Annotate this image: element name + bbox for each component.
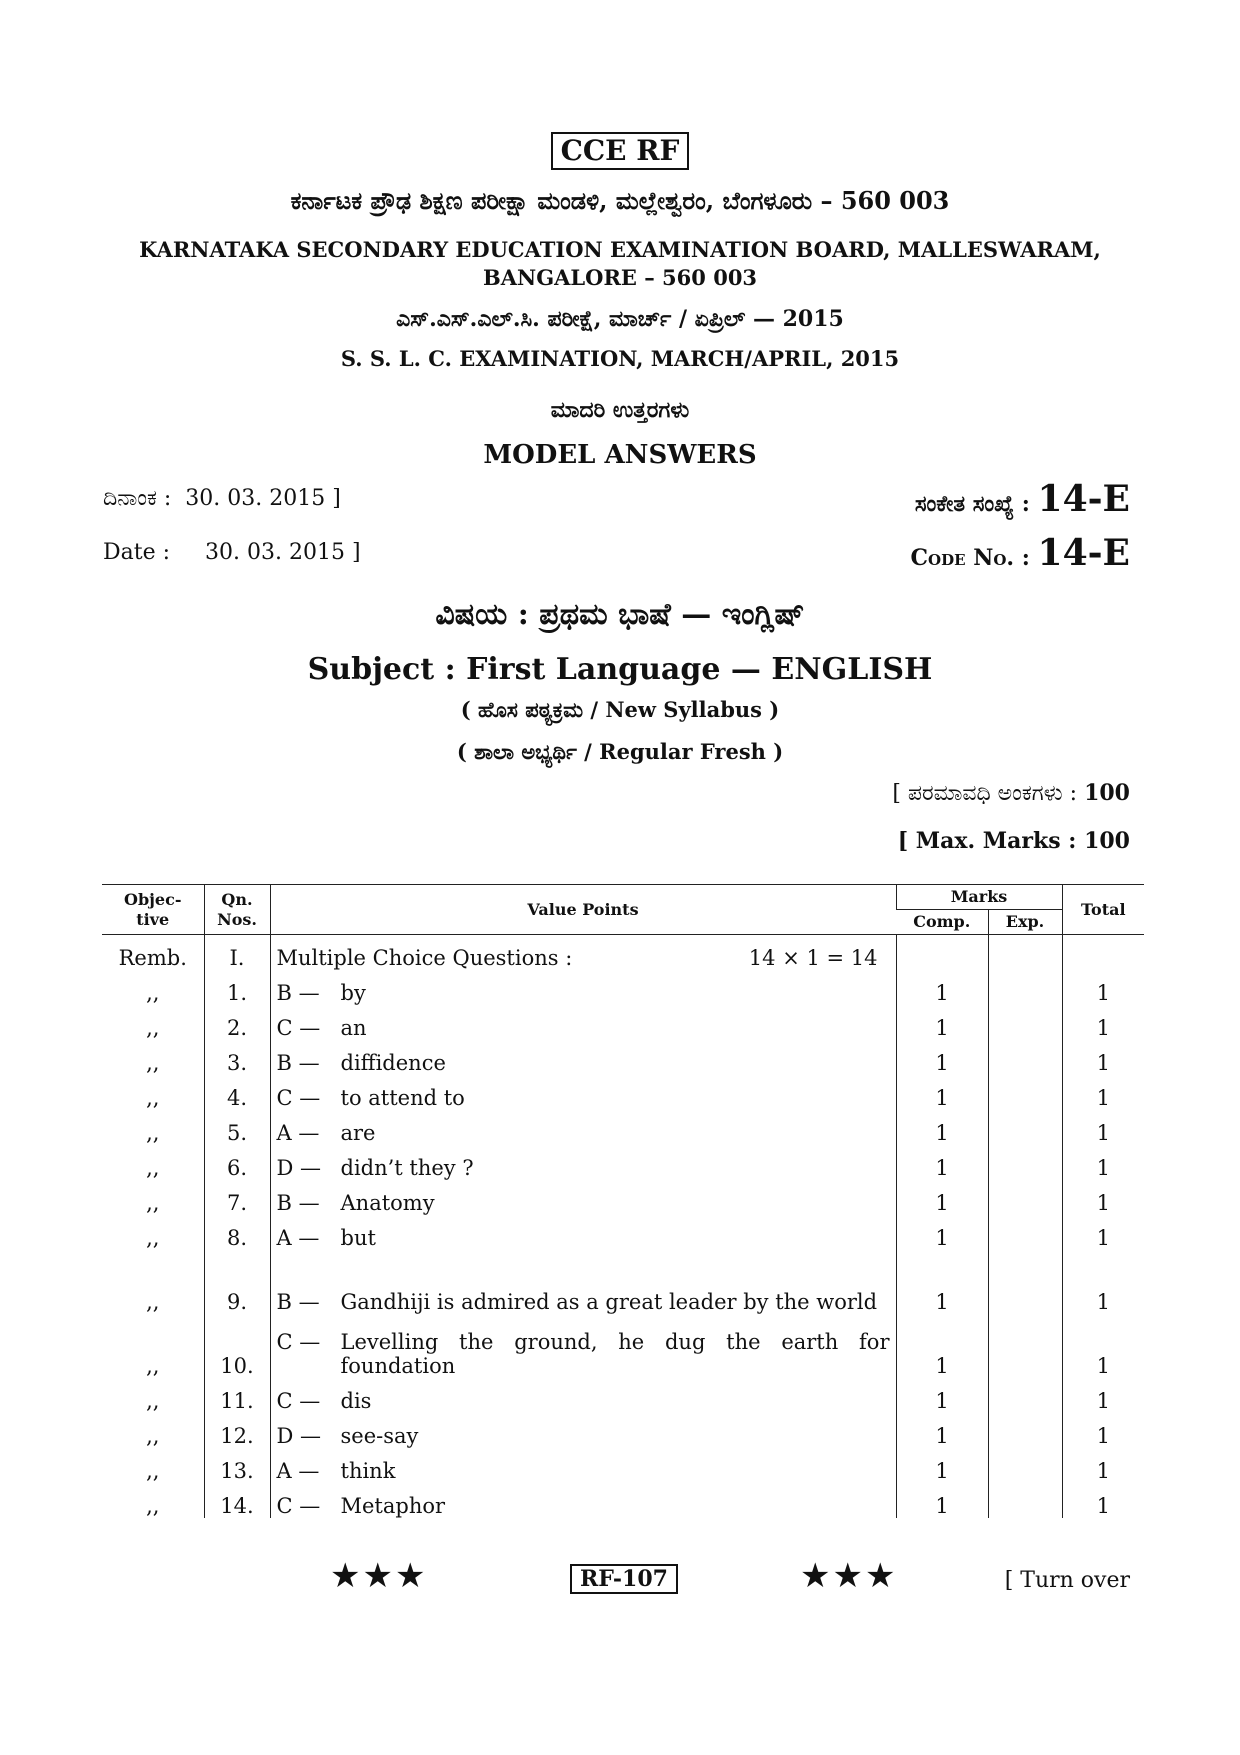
row-answer: by (340, 981, 366, 1005)
table-row (102, 1145, 1144, 1180)
date-kannada-value: 30. 03. 2015 ] (185, 486, 341, 511)
row-answer: Gandhiji is admired as a great leader by the world (340, 1290, 878, 1314)
row-objective: ,, (146, 1226, 160, 1250)
subject-kannada: ವಿಷಯ : ಪ್ರಥಮ ಭಾಷೆ — ಇಂಗ್ಲಿಷ್ (435, 597, 805, 632)
table-row (102, 1110, 1144, 1145)
date-kannada-label: ದಿನಾಂಕ : (103, 486, 172, 511)
max-marks-kannada-value: 100 (1084, 780, 1130, 806)
row-value-point (270, 1215, 896, 1250)
syllabus-note: ( ಹೊಸ ಪಠ್ಯಕ್ರಮ / New Syllabus ) (460, 697, 780, 722)
row-objective: ,, (146, 1086, 160, 1110)
row-option: C — (276, 1330, 321, 1354)
row-answer: dis (340, 1389, 372, 1413)
row-question-number: 11. (204, 1378, 270, 1413)
row-question-number: 10. (204, 1314, 270, 1378)
header-exp: Exp. (988, 910, 1062, 935)
table-row (102, 1314, 1144, 1378)
row-answer: Levelling the ground, he dug the earth for foundation (340, 1330, 890, 1378)
code-label: Code No. : (910, 545, 1030, 571)
exam-title-english: S. S. L. C. EXAMINATION, MARCH/APRIL, 2015 (340, 346, 900, 371)
row-total-marks: 1 (1062, 1110, 1144, 1145)
table-row (102, 1040, 1144, 1075)
row-objective: ,, (146, 1156, 160, 1180)
row-option: B — (276, 1191, 320, 1215)
row-value-point (270, 1483, 896, 1518)
table-row (102, 1378, 1144, 1413)
row-objective: ,, (146, 1459, 160, 1483)
row-total-marks: 1 (1062, 1075, 1144, 1110)
row-exp-marks (988, 1250, 1062, 1314)
row-exp-marks (988, 1215, 1062, 1250)
row-question-number: 14. (204, 1483, 270, 1518)
row-comp-marks: 1 (896, 1075, 988, 1110)
section-formula: 14 × 1 = 14 (748, 946, 878, 970)
row-objective: ,, (146, 981, 160, 1005)
date-value: 30. 03. 2015 ] (205, 540, 361, 565)
table-row (102, 1180, 1144, 1215)
row-exp-marks (988, 1110, 1062, 1145)
page-code: RF-107 (570, 1564, 678, 1594)
row-value-point (270, 1005, 896, 1040)
row-value-point (270, 1448, 896, 1483)
board-line-2: BANGALORE – 560 003 (482, 265, 758, 290)
row-exp-marks (988, 1378, 1062, 1413)
code-kannada-value: 14-E (1037, 478, 1130, 520)
row-exp-marks (988, 1075, 1062, 1110)
row-exp-marks (988, 970, 1062, 1005)
row-exp-marks (988, 1413, 1062, 1448)
table-row (102, 1250, 1144, 1314)
row-answer: an (340, 1016, 367, 1040)
row-value-point (270, 970, 896, 1005)
row-objective: ,, (146, 1354, 160, 1378)
row-total-marks: 1 (1062, 1483, 1144, 1518)
stars-left: ★★★ (330, 1556, 428, 1596)
table-row (102, 970, 1144, 1005)
row-value-point (270, 1040, 896, 1075)
row-exp-marks (988, 1040, 1062, 1075)
candidate-type: ( ಶಾಲಾ ಅಭ್ಯರ್ಥಿ / Regular Fresh ) (456, 739, 784, 764)
answer-table (102, 884, 1144, 1518)
max-marks-kannada-label: [ ಪರಮಾವಧಿ ಅಂಕಗಳು : (892, 781, 1078, 806)
board-name-english (0, 236, 1240, 292)
section-objective: Remb. (118, 946, 187, 970)
header-value-points: Value Points (270, 885, 896, 935)
row-exp-marks (988, 1180, 1062, 1215)
row-option: D — (276, 1156, 322, 1180)
turn-over-note: [ Turn over (1004, 1568, 1130, 1593)
exam-title-kannada: ಎಸ್.ಎಸ್.ಎಲ್.ಸಿ. ಪರೀಕ್ಷೆ, ಮಾರ್ಚ್ / ಏಪ್ರಿಲ್ — 2015 (396, 306, 844, 332)
row-value-point (270, 1250, 896, 1314)
row-option: D — (276, 1424, 322, 1448)
model-answers-kannada: ಮಾದರಿ ಉತ್ತರಗಳು (550, 397, 690, 423)
max-marks-english: [ Max. Marks : 100 (897, 828, 1130, 854)
row-answer: see-say (340, 1424, 419, 1448)
section-row (102, 935, 1144, 971)
row-comp-marks: 1 (896, 1413, 988, 1448)
row-comp-marks: 1 (896, 1378, 988, 1413)
row-objective: ,, (146, 1290, 160, 1314)
row-comp-marks: 1 (896, 1483, 988, 1518)
row-objective: ,, (146, 1494, 160, 1518)
table-row (102, 1448, 1144, 1483)
row-comp-marks: 1 (896, 1215, 988, 1250)
table-row (102, 1413, 1144, 1448)
row-answer: but (340, 1226, 376, 1250)
section-title: Multiple Choice Questions : (276, 946, 573, 970)
date-label: Date : (103, 540, 171, 565)
row-objective: ,, (146, 1389, 160, 1413)
row-option: B — (276, 981, 320, 1005)
table-row (102, 1215, 1144, 1250)
row-value-point (270, 1314, 896, 1378)
row-exp-marks (988, 1145, 1062, 1180)
row-answer: Anatomy (340, 1191, 435, 1215)
row-exp-marks (988, 1005, 1062, 1040)
row-question-number: 9. (204, 1250, 270, 1314)
header-qn: Qn. Nos. (204, 885, 270, 935)
model-answers-heading: MODEL ANSWERS (483, 440, 757, 470)
row-answer: didn’t they ? (340, 1156, 474, 1180)
header-marks: Marks (896, 885, 1062, 910)
row-total-marks: 1 (1062, 1005, 1144, 1040)
row-exp-marks (988, 1483, 1062, 1518)
cce-rf-badge (0, 132, 1240, 170)
row-total-marks: 1 (1062, 1215, 1144, 1250)
row-comp-marks: 1 (896, 1314, 988, 1378)
code-kannada-label: ಸಂಕೇತ ಸಂಖ್ಯೆ : (914, 491, 1030, 517)
row-comp-marks: 1 (896, 1250, 988, 1314)
row-objective: ,, (146, 1191, 160, 1215)
row-question-number: 7. (204, 1180, 270, 1215)
row-value-point (270, 1145, 896, 1180)
row-comp-marks: 1 (896, 1180, 988, 1215)
row-question-number: 13. (204, 1448, 270, 1483)
subject-english: Subject : First Language — ENGLISH (307, 652, 933, 687)
row-answer: Metaphor (340, 1494, 446, 1518)
board-line-1: KARNATAKA SECONDARY EDUCATION EXAMINATION BOARD, MALLESWARAM, (139, 237, 1101, 262)
table-row (102, 1483, 1144, 1518)
page-footer (0, 1556, 1240, 1602)
row-comp-marks: 1 (896, 1448, 988, 1483)
row-answer: are (340, 1121, 376, 1145)
board-name-kannada: ಕರ್ನಾಟಕ ಪ್ರೌಢ ಶಿಕ್ಷಣ ಪರೀಕ್ಷಾ ಮಂಡಳಿ, ಮಲ್ಲೇಶ್ವರಂ, ಬೆಂಗಳೂರು – 560 003 (290, 186, 950, 215)
code-english (911, 532, 1130, 574)
row-total-marks: 1 (1062, 1180, 1144, 1215)
row-exp-marks (988, 1448, 1062, 1483)
table-row (102, 1005, 1144, 1040)
header-comp: Comp. (896, 910, 988, 935)
row-option: C — (276, 1389, 321, 1413)
row-answer: think (340, 1459, 396, 1483)
row-total-marks: 1 (1062, 970, 1144, 1005)
row-question-number: 2. (204, 1005, 270, 1040)
row-comp-marks: 1 (896, 1145, 988, 1180)
row-objective: ,, (146, 1051, 160, 1075)
row-total-marks: 1 (1062, 1145, 1144, 1180)
row-comp-marks: 1 (896, 1040, 988, 1075)
row-value-point (270, 1413, 896, 1448)
row-option: C — (276, 1016, 321, 1040)
row-comp-marks: 1 (896, 1005, 988, 1040)
row-value-point (270, 1075, 896, 1110)
badge-label: CCE RF (551, 132, 690, 170)
row-option: C — (276, 1086, 321, 1110)
row-question-number: 12. (204, 1413, 270, 1448)
section-qn: I. (204, 935, 270, 971)
row-question-number: 6. (204, 1145, 270, 1180)
row-value-point (270, 1180, 896, 1215)
date-english (103, 540, 361, 565)
row-exp-marks (988, 1314, 1062, 1378)
row-option: A — (276, 1459, 320, 1483)
row-value-point (270, 1378, 896, 1413)
row-objective: ,, (146, 1121, 160, 1145)
row-total-marks: 1 (1062, 1040, 1144, 1075)
row-total-marks: 1 (1062, 1314, 1144, 1378)
date-kannada (103, 486, 341, 511)
stars-right: ★★★ (800, 1556, 898, 1596)
max-marks-kannada (892, 780, 1130, 806)
row-answer: to attend to (340, 1086, 465, 1110)
row-total-marks: 1 (1062, 1250, 1144, 1314)
row-option: B — (276, 1051, 320, 1075)
row-total-marks: 1 (1062, 1413, 1144, 1448)
row-option: B — (276, 1290, 320, 1314)
row-question-number: 1. (204, 970, 270, 1005)
row-objective: ,, (146, 1016, 160, 1040)
code-kannada (915, 478, 1130, 520)
row-question-number: 8. (204, 1215, 270, 1250)
section-title-cell (270, 935, 896, 971)
row-question-number: 3. (204, 1040, 270, 1075)
row-total-marks: 1 (1062, 1448, 1144, 1483)
row-answer: diffidence (340, 1051, 446, 1075)
row-comp-marks: 1 (896, 1110, 988, 1145)
code-value: 14-E (1037, 532, 1130, 574)
header-total: Total (1062, 885, 1144, 935)
row-comp-marks: 1 (896, 970, 988, 1005)
table-row (102, 1075, 1144, 1110)
row-question-number: 4. (204, 1075, 270, 1110)
row-option: C — (276, 1494, 321, 1518)
row-total-marks: 1 (1062, 1378, 1144, 1413)
header-objective: Objec- tive (102, 885, 204, 935)
row-option: A — (276, 1121, 320, 1145)
row-question-number: 5. (204, 1110, 270, 1145)
row-objective: ,, (146, 1424, 160, 1448)
row-value-point (270, 1110, 896, 1145)
row-option: A — (276, 1226, 320, 1250)
